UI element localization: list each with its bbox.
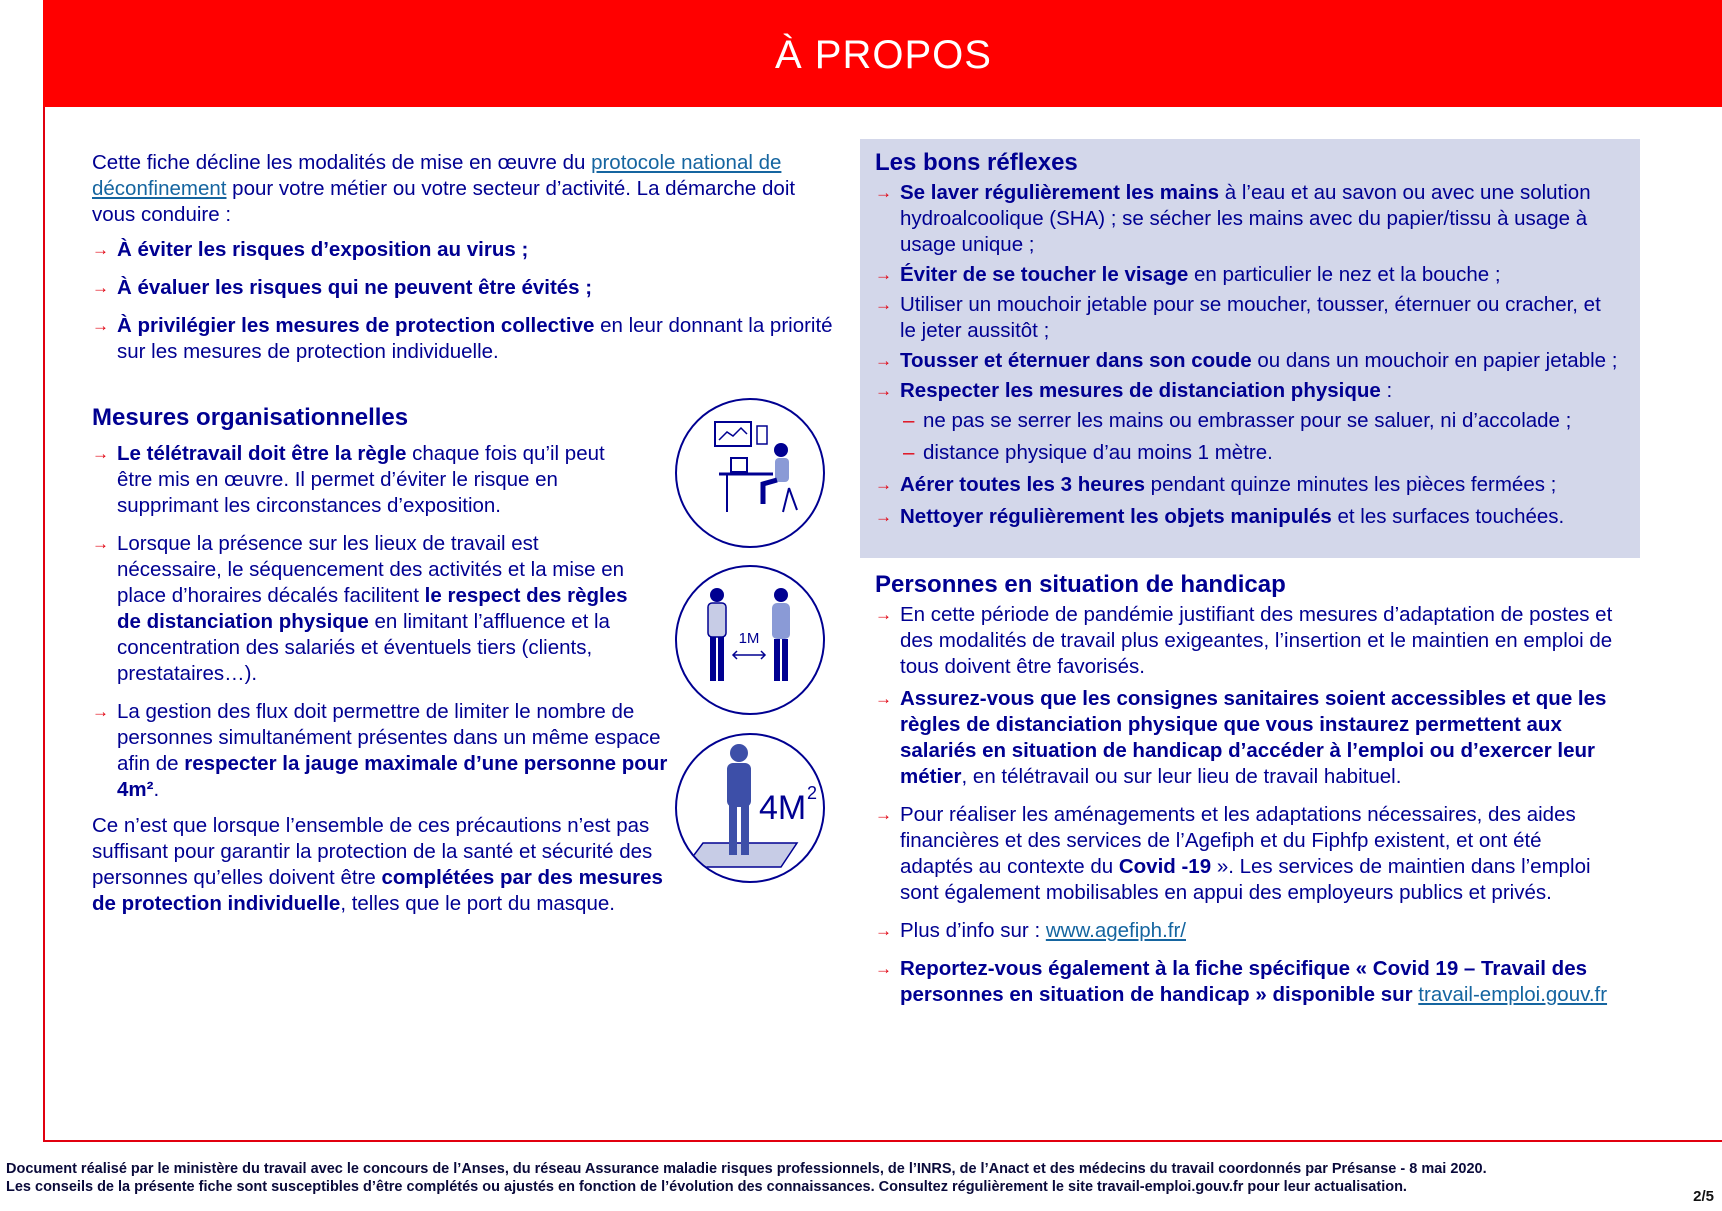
dash-icon: –	[903, 409, 915, 432]
list-item: → À privilégier les mesures de protection collective en leur donnant la priorité sur les mesures de protection individuelle.	[92, 314, 833, 363]
footer-line: Les conseils de la présente fiche sont susceptibles d’être complétés ou ajustés en fonction de l’évolution des connaissances. Consultez régulièrement le site travail-emploi.gouv.fr pour leur actualisation.	[6, 1179, 1407, 1195]
travail-emploi-link[interactable]: travail-emploi.gouv.fr	[1418, 983, 1608, 1006]
area-illustration	[675, 733, 825, 883]
list-item: → Éviter de se toucher le visage en particulier le nez et la bouche ;	[875, 263, 1501, 286]
list-item: → Utiliser un mouchoir jetable pour se moucher, tousser, éternuer ou cracher, et le jeter aussitôt ;	[875, 293, 1601, 342]
list-item: → Aérer toutes les 3 heures pendant quinze minutes les pièces fermées ;	[875, 473, 1557, 496]
list-item: → Se laver régulièrement les mains à l’eau et au savon ou avec une solution hydroalcoolique (SHA) ; se sécher les mains avec du papier/tissu à usage à usage unique ;	[875, 181, 1591, 256]
list-item: → Pour réaliser les aménagements et les adaptations nécessaires, des aides financières et des services de l’Agefiph et du Fiphfp existent, et ont été adaptés au contexte du Covid -19 ». Les services de maintien dans l’emploi sont également mobilisables en appui des employeurs publics et privés.	[875, 803, 1591, 904]
protocol-link[interactable]: protocole national de déconfinement	[92, 151, 782, 200]
sub-list-item: – ne pas se serrer les mains ou embrasser pour se saluer, ni d’accolade ;	[903, 409, 1572, 432]
list-item: → Tousser et éternuer dans son coude ou dans un mouchoir en papier jetable ;	[875, 349, 1618, 372]
arrow-right-icon: →	[875, 265, 892, 284]
arrow-right-icon: →	[875, 959, 892, 978]
list-item: → Assurez-vous que les consignes sanitaires soient accessibles et que les règles de distanciation physique que vous instaurez permettent aux salariés en situation de handicap d’accéder à l’emploi ou d’exercer leur métier, en télétravail ou sur leur lieu de travail habituel.	[875, 687, 1607, 788]
arrow-right-icon: →	[875, 381, 892, 400]
arrow-right-icon: →	[92, 702, 109, 721]
list-item: → À éviter les risques d’exposition au virus ;	[92, 238, 529, 261]
list-item: → Lorsque la présence sur les lieux de travail est nécessaire, le séquencement des activités et la mise en place d’horaires décalés facilitent le respect des règles de distanciation physique en limitant l’affluence et la concentration des salariés et éventuels tiers (clients, prestataires…).	[92, 532, 628, 685]
distancing-illustration	[675, 565, 825, 715]
arrow-right-icon: →	[875, 605, 892, 624]
arrow-right-icon: →	[875, 295, 892, 314]
intro-paragraph: Cette fiche décline les modalités de mise en œuvre du protocole national de déconfinement pour votre métier ou votre secteur d’activité. La démarche doit vous conduire :	[92, 151, 796, 226]
distance-label: 1M	[738, 630, 760, 647]
goals-list	[92, 237, 842, 365]
arrow-right-icon: →	[92, 278, 109, 297]
page-number: 2/5	[1693, 1188, 1714, 1205]
arrow-right-icon: →	[92, 316, 109, 335]
disability-title: Personnes en situation de handicap	[875, 571, 1286, 598]
arrow-right-icon: →	[92, 444, 109, 463]
arrow-right-icon: →	[875, 475, 892, 494]
arrow-right-icon: →	[875, 183, 892, 202]
arrow-right-icon: →	[875, 805, 892, 824]
arrow-right-icon: →	[875, 921, 892, 940]
arrow-right-icon: →	[92, 534, 109, 553]
page-title: À PROPOS	[43, 0, 1722, 107]
arrow-right-icon: →	[92, 240, 109, 259]
area-label: 4M	[759, 789, 807, 827]
sub-list-item: – distance physique d’au moins 1 mètre.	[903, 441, 1273, 464]
disability-list	[875, 602, 1615, 1008]
good-reflexes-title: Les bons réflexes	[875, 149, 1078, 176]
list-item: → Nettoyer régulièrement les objets manipulés et les surfaces touchées.	[875, 505, 1565, 528]
list-item: → Respecter les mesures de distanciation physique :	[875, 379, 1393, 402]
arrow-right-icon: →	[875, 351, 892, 370]
right-column	[875, 150, 1630, 1008]
footer-line: Document réalisé par le ministère du travail avec le concours de l’Anses, du réseau Assurance maladie risques professionnels, de l’INRS, de l’Anact et des médecins du travail coordonnés par Présanse - 8 mai 2020.	[6, 1161, 1487, 1177]
list-item: → La gestion des flux doit permettre de limiter le nombre de personnes simultanément présentes dans un même espace afin de respecter la jauge maximale d’une personne pour 4m².	[92, 700, 668, 801]
list-item: → À évaluer les risques qui ne peuvent être évités ;	[92, 276, 593, 299]
agefiph-link[interactable]: www.agefiph.fr/	[1045, 919, 1186, 942]
area-superscript: 2	[807, 783, 818, 803]
organisational-list	[92, 441, 668, 803]
list-item: → Le télétravail doit être la règle chaque fois qu’il peut être mis en œuvre. Il permet d’éviter le risque en supprimant les circonstances d’exposition.	[92, 442, 605, 517]
telework-illustration	[675, 398, 825, 548]
organisational-measures-title: Mesures organisationnelles	[92, 404, 409, 431]
dash-icon: –	[903, 441, 915, 464]
footer	[6, 1160, 1487, 1196]
list-item: → Plus d’info sur : www.agefiph.fr/	[875, 919, 1186, 942]
arrow-right-icon: →	[875, 507, 892, 526]
closing-paragraph: Ce n’est que lorsque l’ensemble de ces précautions n’est pas suffisant pour garantir la protection de la santé et sécurité des personnes qu’elles doivent être complétées par des mesures de protection individuelle, telles que le port du masque.	[92, 814, 663, 915]
arrow-right-icon: →	[875, 689, 892, 708]
list-item: → En cette période de pandémie justifiant des mesures d’adaptation de postes et des modalités de travail plus exigeantes, l’insertion et le maintien en emploi de tous doivent être favorisés.	[875, 603, 1613, 678]
list-item: → Reportez-vous également à la fiche spécifique « Covid 19 – Travail des personnes en situation de handicap » disponible sur travail-emploi.gouv.fr	[875, 957, 1608, 1006]
reflexes-list	[875, 180, 1620, 530]
